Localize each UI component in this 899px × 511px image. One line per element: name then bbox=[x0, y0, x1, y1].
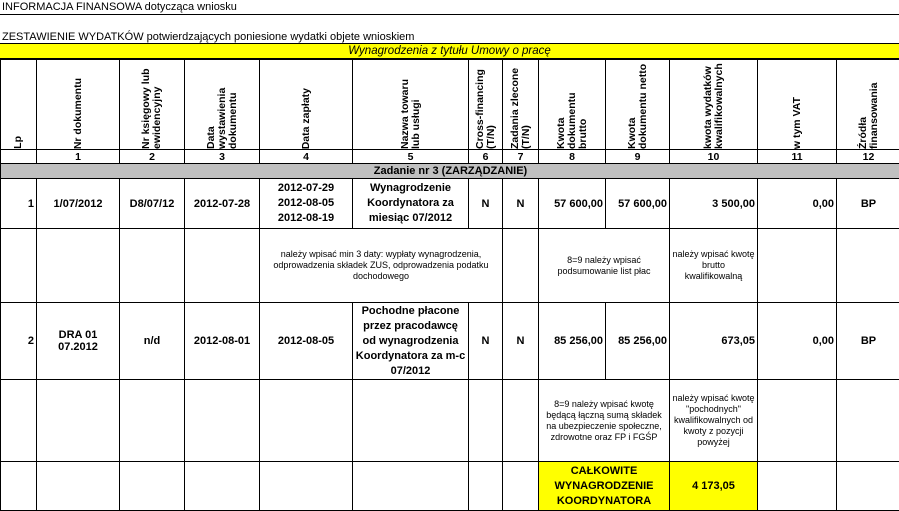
empty-cell[interactable] bbox=[1, 229, 37, 303]
empty-cell[interactable] bbox=[837, 229, 899, 303]
empty-cell[interactable] bbox=[503, 380, 539, 462]
empty-cell[interactable] bbox=[758, 229, 837, 303]
empty-cell[interactable] bbox=[503, 462, 539, 511]
note-dates[interactable]: należy wpisać min 3 daty: wypłaty wynagrodzenia, odprowadzenia składek ZUS, odprowadzenia podatku dochodowego bbox=[260, 229, 503, 303]
cell-zlecone[interactable]: N bbox=[503, 303, 539, 380]
col-header-lp[interactable]: Lp bbox=[1, 60, 37, 150]
empty-cell[interactable] bbox=[185, 462, 260, 511]
total-value[interactable]: 4 173,05 bbox=[670, 462, 758, 511]
cell-brutto[interactable]: 85 256,00 bbox=[539, 303, 606, 380]
empty-cell[interactable] bbox=[469, 380, 503, 462]
col-header-kwota-kwalifikowalna[interactable]: kwota wydatków kwalifikowalnych bbox=[670, 60, 758, 150]
empty-cell[interactable] bbox=[120, 380, 185, 462]
task-row bbox=[1, 164, 899, 179]
col-num[interactable]: 2 bbox=[120, 150, 185, 164]
cell-vat[interactable]: 0,00 bbox=[758, 303, 837, 380]
col-header-cross-financing[interactable]: Cross-financing (T/N) bbox=[469, 60, 503, 150]
cell-data-zaplaty[interactable]: 2012-08-05 bbox=[260, 303, 353, 380]
col-header-nr-dokumentu[interactable]: Nr dokumentu bbox=[37, 60, 120, 150]
total-label[interactable]: CAŁKOWITE WYNAGRODZENIE KOORDYNATORA bbox=[539, 462, 670, 511]
cell-lp[interactable]: 2 bbox=[1, 303, 37, 380]
col-num[interactable]: 5 bbox=[353, 150, 469, 164]
col-num[interactable]: 4 bbox=[260, 150, 353, 164]
col-header-data-zaplaty[interactable]: Data zapłaty bbox=[260, 60, 353, 150]
cell-cross[interactable]: N bbox=[469, 179, 503, 229]
col-header-zadania-zlecone[interactable]: Zadania zlecone (T/N) bbox=[503, 60, 539, 150]
empty-cell[interactable] bbox=[837, 462, 899, 511]
empty-cell[interactable] bbox=[120, 229, 185, 303]
empty-cell[interactable] bbox=[503, 229, 539, 303]
empty-cell[interactable] bbox=[37, 229, 120, 303]
cell-data-wystawienia[interactable]: 2012-07-28 bbox=[185, 179, 260, 229]
date-line: 2012-07-29 bbox=[277, 182, 335, 194]
cell-zlecone[interactable]: N bbox=[503, 179, 539, 229]
cell-lp[interactable]: 1 bbox=[1, 179, 37, 229]
col-num[interactable] bbox=[1, 150, 37, 164]
cell-kwalif[interactable]: 673,05 bbox=[670, 303, 758, 380]
col-num[interactable]: 3 bbox=[185, 150, 260, 164]
empty-cell[interactable] bbox=[185, 229, 260, 303]
header-row bbox=[1, 60, 899, 150]
col-num[interactable]: 8 bbox=[539, 150, 606, 164]
note-brutto[interactable]: 8=9 należy wpisać podsumowanie list płac bbox=[539, 229, 670, 303]
col-header-nazwa[interactable]: Nazwa towaru lub usługi bbox=[353, 60, 469, 150]
task-label[interactable]: Zadanie nr 3 (ZARZĄDZANIE) bbox=[1, 164, 899, 179]
cell-nazwa[interactable]: Pochodne płacone przez pracodawcę od wynagrodzenia Koordynatora za m-c 07/2012 bbox=[353, 303, 469, 380]
col-num[interactable]: 12 bbox=[837, 150, 899, 164]
col-num[interactable]: 10 bbox=[670, 150, 758, 164]
empty-cell[interactable] bbox=[1, 380, 37, 462]
col-num[interactable]: 11 bbox=[758, 150, 837, 164]
cell-data-zaplaty[interactable] bbox=[260, 179, 353, 229]
cell-zrodla[interactable]: BP bbox=[837, 179, 899, 229]
total-row bbox=[1, 462, 899, 511]
cell-cross[interactable]: N bbox=[469, 303, 503, 380]
col-header-data-wystawienia[interactable]: Data wystawienia dokumentu bbox=[185, 60, 260, 150]
col-num[interactable]: 6 bbox=[469, 150, 503, 164]
empty-cell[interactable] bbox=[260, 462, 353, 511]
empty-cell[interactable] bbox=[353, 380, 469, 462]
col-header-vat[interactable]: w tym VAT bbox=[758, 60, 837, 150]
note-brutto[interactable]: 8=9 należy wpisać kwotę będącą łączną sumą składek na ubezpieczenie społeczne, zdrowotne oraz FP i FGŚP bbox=[539, 380, 670, 462]
empty-cell[interactable] bbox=[37, 462, 120, 511]
col-num[interactable]: 9 bbox=[606, 150, 670, 164]
cell-netto[interactable]: 85 256,00 bbox=[606, 303, 670, 380]
empty-cell[interactable] bbox=[353, 462, 469, 511]
notes-row bbox=[1, 229, 899, 303]
col-num[interactable]: 7 bbox=[503, 150, 539, 164]
cell-nr-dokumentu[interactable]: DRA 01 07.2012 bbox=[37, 303, 120, 380]
sheet-title: INFORMACJA FINANSOWA dotycząca wniosku bbox=[0, 0, 899, 15]
table-row bbox=[1, 303, 899, 380]
col-num[interactable]: 1 bbox=[37, 150, 120, 164]
blank-row bbox=[0, 15, 899, 30]
cell-nr-ksiegowy[interactable]: D8/07/12 bbox=[120, 179, 185, 229]
date-line: 2012-08-19 bbox=[277, 212, 335, 224]
date-line: 2012-08-05 bbox=[277, 197, 335, 209]
empty-cell[interactable] bbox=[758, 462, 837, 511]
col-header-kwota-brutto[interactable]: Kwota dokumentu brutto bbox=[539, 60, 606, 150]
cell-zrodla[interactable]: BP bbox=[837, 303, 899, 380]
cell-data-wystawienia[interactable]: 2012-08-01 bbox=[185, 303, 260, 380]
expenses-table bbox=[0, 59, 899, 511]
empty-cell[interactable] bbox=[260, 380, 353, 462]
col-header-nr-ksiegowy[interactable]: Nr księgowy lub ewidencyjny bbox=[120, 60, 185, 150]
cell-netto[interactable]: 57 600,00 bbox=[606, 179, 670, 229]
notes-row bbox=[1, 380, 899, 462]
column-number-row bbox=[1, 150, 899, 164]
table-row bbox=[1, 179, 899, 229]
cell-vat[interactable]: 0,00 bbox=[758, 179, 837, 229]
empty-cell[interactable] bbox=[758, 380, 837, 462]
empty-cell[interactable] bbox=[837, 380, 899, 462]
col-header-zrodla[interactable]: Źródła finansowania bbox=[837, 60, 899, 150]
sheet-subtitle: ZESTAWIENIE WYDATKÓW potwierdzających poniesione wydatki objete wnioskiem bbox=[0, 30, 899, 44]
cell-brutto[interactable]: 57 600,00 bbox=[539, 179, 606, 229]
note-kwalif[interactable]: należy wpisać kwotę brutto kwalifikowalną bbox=[670, 229, 758, 303]
col-header-kwota-netto[interactable]: Kwota dokumentu netto bbox=[606, 60, 670, 150]
empty-cell[interactable] bbox=[469, 462, 503, 511]
cell-kwalif[interactable]: 3 500,00 bbox=[670, 179, 758, 229]
empty-cell[interactable] bbox=[37, 380, 120, 462]
empty-cell[interactable] bbox=[1, 462, 37, 511]
cell-nr-ksiegowy[interactable]: n/d bbox=[120, 303, 185, 380]
section-header: Wynagrodzenia z tytułu Umowy o pracę bbox=[0, 44, 899, 59]
note-kwalif[interactable]: należy wpisać kwotę "pochodnych" kwalifikowalnych od kwoty z pozycji powyżej bbox=[670, 380, 758, 462]
cell-nazwa[interactable]: Wynagrodzenie Koordynatora za miesiąc 07/2012 bbox=[353, 179, 469, 229]
cell-nr-dokumentu[interactable]: 1/07/2012 bbox=[37, 179, 120, 229]
empty-cell[interactable] bbox=[185, 380, 260, 462]
empty-cell[interactable] bbox=[120, 462, 185, 511]
